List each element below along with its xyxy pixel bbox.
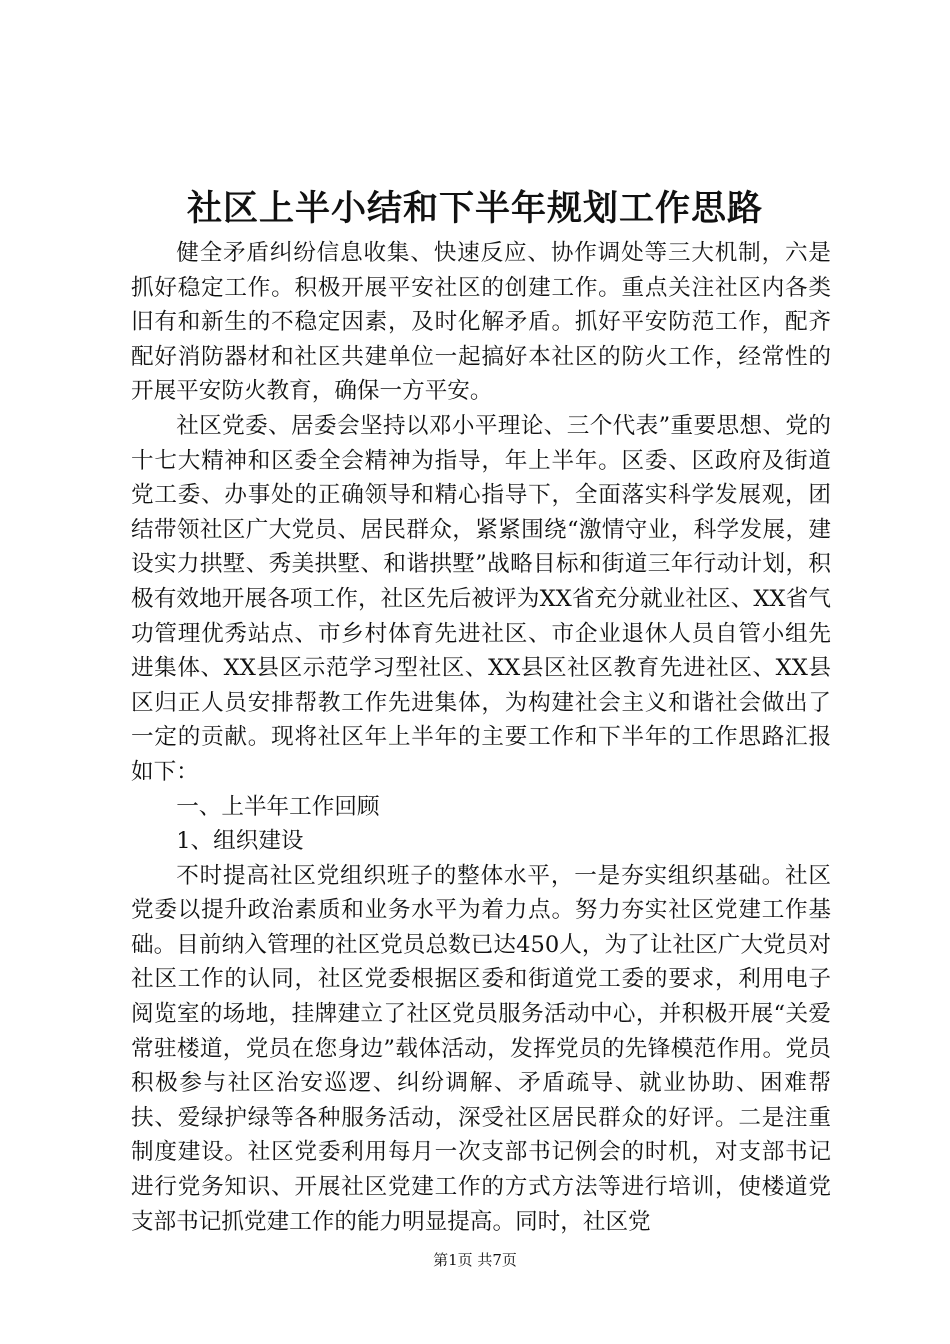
- document-body: [131, 236, 831, 1239]
- paragraph-introduction: 社区党委、居委会坚持以邓小平理论、三个代表”重要思想、党的十七大精神和区委全会精神为指导，年上半年。区委、区政府及街道党工委、办事处的正确领导和精心指导下，全面落实科学发展观，团结带领社区广大党员、居民群众，紧紧围绕“激情守业，科学发展，建设实力拱墅、秀美拱墅、和谐拱墅”战略目标和街道三年行动计划，积极有效地开展各项工作，社区先后被评为XX省充分就业社区、XX省气功管理优秀站点、市乡村体育先进社区、市企业退休人员自管小组先进集体、XX县区示范学习型社区、XX县区社区教育先进社区、XX县区归正人员安排帮教工作先进集体，为构建社会主义和谐社会做出了一定的贡献。现将社区年上半年的主要工作和下半年的工作思路汇报如下：: [131, 412, 831, 785]
- document-title: 社区上半小结和下半年规划工作思路: [186, 188, 763, 229]
- section-heading-review: 一、上半年工作回顾: [176, 793, 380, 820]
- paragraph-organization-building: 不时提高社区党组织班子的整体水平，一是夯实组织基础。社区党委以提升政治素质和业务水平为着力点。努力夯实社区党建工作基础。目前纳入管理的社区党员总数已达450人，为了让社区广大党员对社区工作的认同，社区党委根据区委和街道党工委的要求，利用电子阅览室的场地，挂牌建立了社区党员服务活动中心，并积极开展“关爱常驻楼道，党员在您身边”载体活动，发挥党员的先锋模范作用。党员积极参与社区治安巡逻、纠纷调解、矛盾疏导、就业协助、困难帮扶、爱绿护绿等各种服务活动，深受社区居民群众的好评。二是注重制度建设。社区党委利用每月一次支部书记例会的时机，对支部书记进行党务知识、开展社区党建工作的方式方法等进行培训，使楼道党支部书记抓党建工作的能力明显提高。同时，社区党: [131, 862, 831, 1235]
- page-number-footer: 第1页 共7页: [433, 1251, 517, 1269]
- subsection-heading-organization: 1、组织建设: [176, 828, 304, 855]
- paragraph-stability-work: 健全矛盾纠纷信息收集、快速反应、协作调处等三大机制，六是抓好稳定工作。积极开展平安社区的创建工作。重点关注社区内各类旧有和新生的不稳定因素，及时化解矛盾。抓好平安防范工作，配齐配好消防器材和社区共建单位一起搞好本社区的防火工作，经常性的开展平安防火教育，确保一方平安。: [131, 240, 831, 405]
